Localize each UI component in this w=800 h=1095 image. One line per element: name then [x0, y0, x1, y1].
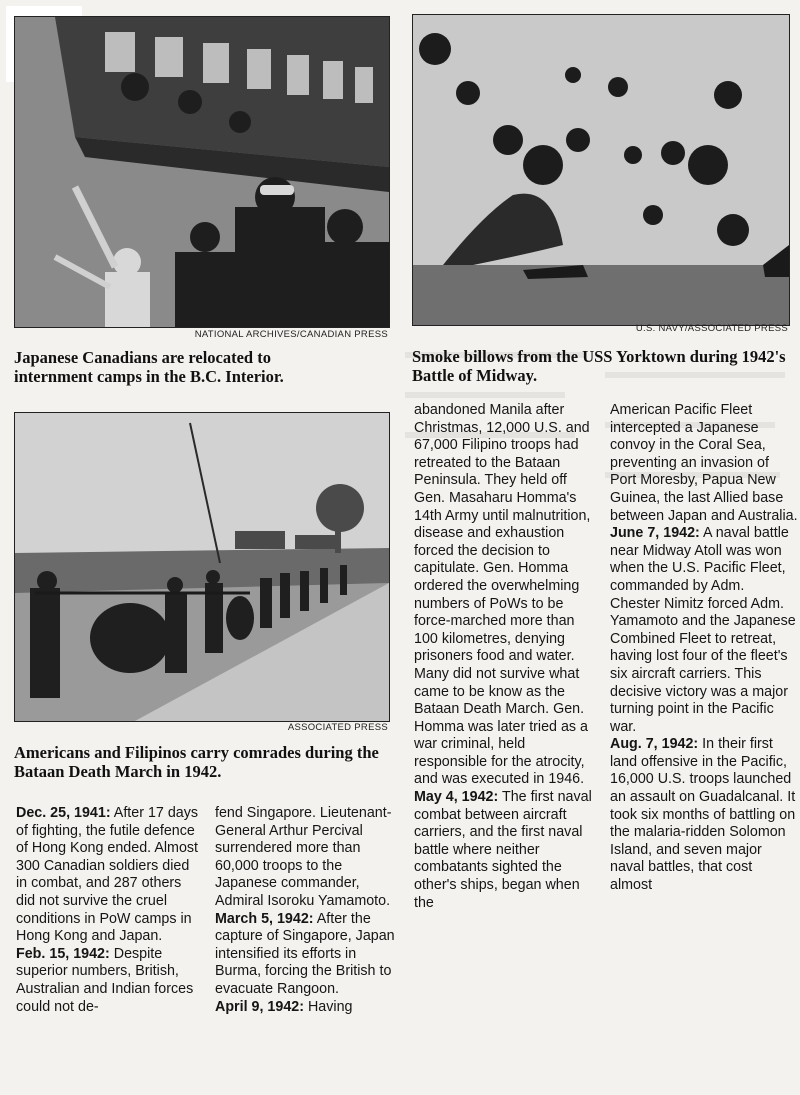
timeline-entry: Feb. 15, 1942: Despite superior numbers, British, Australian and Indian forces could not de-	[16, 945, 194, 1015]
credit-internment: NATIONAL ARCHIVES/CANADIAN PRESS	[194, 329, 388, 340]
timeline-entry: June 7, 1942: A naval battle near Midway Atoll was won when the U.S. Pacific Fleet, commanded by Adm. Chester Nimitz forced Adm. Yamamoto and the Japanese Combined Fleet to retreat, having lost four of the fleet's six aircraft carriers. This decisive victory was a major turning point in the Pacific war.	[610, 525, 796, 735]
timeline-entry: April 9, 1942: Having	[215, 998, 353, 1015]
death-march-image	[15, 413, 389, 721]
photo-internment-train	[14, 16, 390, 328]
timeline-entry: Dec. 25, 1941: After 17 days of fighting, the futile defence of Hong Kong ended. Almost 300 Canadian soldiers died in combat, and 287 others did not survive the cruel conditions in PoW camps in Hong Kong and Japan.	[16, 805, 199, 945]
credit-bataan: ASSOCIATED PRESS	[287, 722, 388, 733]
photo-yorktown	[412, 14, 790, 326]
timeline-column-4	[610, 402, 798, 895]
timeline-entry: American Pacific Fleet intercepted a Japanese convoy in the Coral Sea, preventing an invasion of Port Moresby, Papua New Guinea, the last Allied base between Japan and Australia.	[610, 402, 798, 524]
train-platform-image	[15, 17, 389, 327]
photo-bataan	[14, 412, 390, 722]
timeline-column-1	[16, 805, 204, 1016]
caption-bataan: Americans and Filipinos carry comrades during the Bataan Death March in 1942.	[14, 743, 379, 781]
timeline-entry: fend Singapore. Lieutenant-General Arthur Percival surrendered more than 60,000 troops to the Japanese commander, Admiral Isoroku Yamamoto.	[215, 805, 392, 909]
timeline-column-2	[215, 805, 399, 1016]
timeline-entry: Aug. 7, 1942: In their first land offensive in the Pacific, 16,000 U.S. troops launched an assault on Guadalcanal. It took six months of battling on the malaria-ridden Solomon Island, and seven major naval battles, that cost almost	[610, 736, 796, 894]
caption-yorktown: Smoke billows from the USS Yorktown during 1942's Battle of Midway.	[412, 347, 786, 385]
credit-yorktown: U.S. NAVY/ASSOCIATED PRESS	[635, 323, 788, 334]
timeline-column-3	[414, 402, 600, 912]
timeline-entry: March 5, 1942: After the capture of Singapore, Japan intensified its efforts in Burma, forcing the British to evacuate Rangoon.	[215, 910, 395, 997]
battle-of-midway-image	[413, 15, 789, 325]
timeline-entry: May 4, 1942: The first naval combat between aircraft carriers, and the first naval battle where neither combatants sighted the other's ships, began when the	[414, 789, 592, 911]
timeline-entry: abandoned Manila after Christmas, 12,000 U.S. and 67,000 Filipino troops had retreated to the Bataan Peninsula. They held off Gen. Masaharu Homma's 14th Army until malnutrition, disease and exhaustion forced the decision to capitulate. Gen. Homma ordered the overwhelming numbers of PoWs to be force-marched more than 100 kilometres, denying prisoners food and water. Many did not survive what came to be know as the Bataan Death March. Gen. Homma was later tried as a war criminal, held responsible for the atrocity, and was executed in 1946.	[414, 402, 591, 788]
caption-internment: Japanese Canadians are relocated to internment camps in the B.C. Interior.	[14, 348, 284, 386]
